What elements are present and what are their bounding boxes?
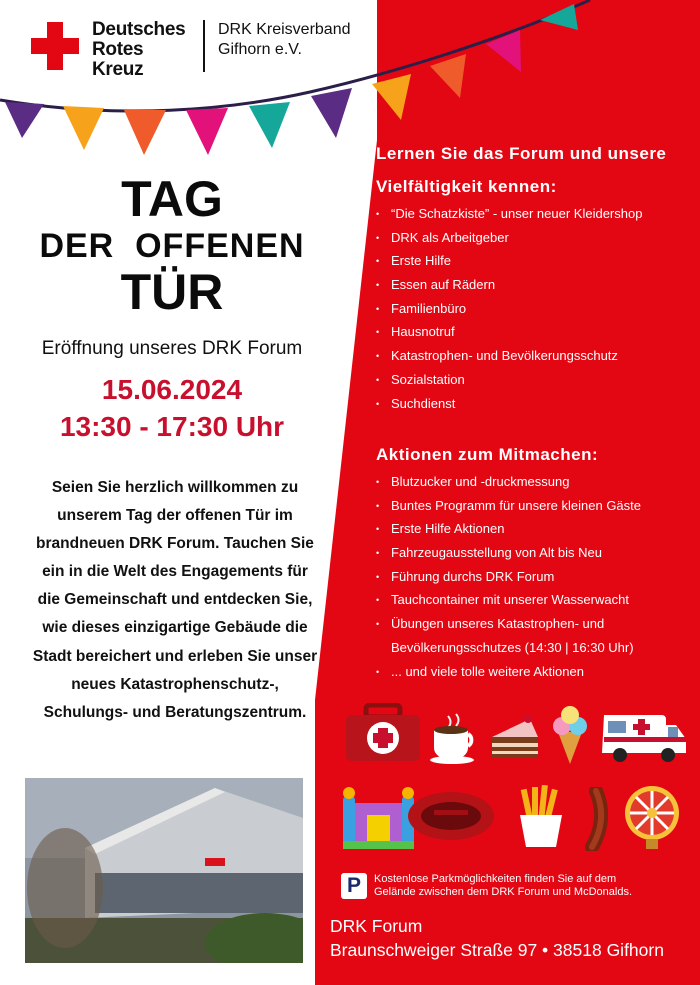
list-item-text: Essen auf Rädern xyxy=(391,277,496,293)
bullet: • xyxy=(376,303,380,314)
list-item-text: Tauchcontainer mit unserer Wasserwacht xyxy=(391,592,629,608)
section1-heading-line-2: Vielfältigkeit kennen: xyxy=(376,177,557,196)
bullet: • xyxy=(376,524,380,535)
list-item-text: Buntes Programm für unsere kleinen Gäste xyxy=(391,497,642,513)
red-cross-icon xyxy=(31,22,79,70)
rubber-boat-icon xyxy=(406,788,496,844)
list-item-text: ... und viele tolle weitere Aktionen xyxy=(391,663,584,679)
logo-divider xyxy=(203,20,205,72)
parking-letter: P xyxy=(346,874,361,897)
list-item xyxy=(376,636,641,660)
venue-name: DRK Forum xyxy=(330,916,423,936)
list-item-text: Erste Hilfe Aktionen xyxy=(391,521,505,537)
bullet: • xyxy=(376,548,380,559)
parking-icon xyxy=(341,873,367,899)
list-item xyxy=(376,565,641,589)
bouncy-castle-icon xyxy=(341,785,416,850)
list-item-text: Suchdienst xyxy=(391,395,456,411)
event-time: 13:30 - 17:30 Uhr xyxy=(59,411,285,442)
list-item-text: Hausnotruf xyxy=(391,324,455,340)
list-item-text: “Die Schatzkiste” - unser neuer Kleidershop xyxy=(391,206,643,221)
list-item-text: Bevölkerungsschutzes (14:30 | 16:30 Uhr) xyxy=(391,639,634,655)
list-item-text: DRK als Arbeitgeber xyxy=(391,229,509,245)
bullet: • xyxy=(376,232,380,243)
list-item xyxy=(376,470,641,494)
bullet: • xyxy=(376,666,380,677)
drk-logo-text xyxy=(92,20,185,80)
bullet: • xyxy=(376,398,380,409)
cake-icon xyxy=(490,711,542,761)
welcome-text: Seien Sie herzlich willkommen zu unserem Tag der offenen Tür im brandneuen DRK Forum. Tauchen Sie ein in die Welt des Engagements für die Gemeinschaft und entdecken Sie, wie dieses einzigartige Gebäude die Stadt bereichert und erleben Sie unser neues Katastrophenschutz-, Schulungs- und Beratungszentrum. xyxy=(32,479,318,721)
bullet: • xyxy=(376,327,380,338)
org-line-2: Gifhorn e.V. xyxy=(218,41,302,58)
list-item-text: Katastrophen- und Bevölkerungsschutz xyxy=(391,348,618,364)
event-subtitle: Eröffnung unseres DRK Forum xyxy=(41,338,303,359)
list-item xyxy=(376,226,642,250)
coffee-cup-icon xyxy=(428,712,482,764)
list-item xyxy=(376,368,642,392)
list-item xyxy=(376,392,642,416)
list-item-text: Übungen unseres Katastrophen- und xyxy=(391,616,605,632)
forum-features-list xyxy=(376,202,642,415)
list-item xyxy=(376,612,641,636)
list-item xyxy=(376,249,642,273)
bullet: • xyxy=(376,374,380,385)
list-item xyxy=(376,344,642,368)
parking-line-2: Gelände zwischen dem DRK Forum und McDonalds. xyxy=(374,886,633,898)
logo-line-1: Deutsches xyxy=(92,19,186,40)
list-item xyxy=(376,541,641,565)
list-item xyxy=(376,494,641,518)
bullet: • xyxy=(376,477,380,487)
list-item-text: Familienbüro xyxy=(391,300,467,316)
list-item-text: Erste Hilfe xyxy=(391,253,451,269)
org-line-1: DRK Kreisverband xyxy=(218,21,351,38)
list-item xyxy=(376,297,642,321)
first-aid-kit-icon xyxy=(344,703,422,763)
ambulance-icon xyxy=(598,707,688,763)
title-line-3: TÜR xyxy=(120,264,224,320)
parking-line-1: Kostenlose Parkmöglichkeiten finden Sie auf dem xyxy=(374,873,617,885)
venue-address: Braunschweiger Straße 97 • 38518 Gifhorn xyxy=(330,940,664,960)
bullet: • xyxy=(376,500,380,511)
list-item xyxy=(376,320,642,344)
bullet: • xyxy=(376,595,380,606)
title-line-2: DER OFFENEN xyxy=(39,227,305,265)
event-date: 15.06.2024 xyxy=(101,374,243,405)
bullet: • xyxy=(376,571,380,582)
french-fries-icon xyxy=(516,785,566,849)
list-item-text: Fahrzeugausstellung von Alt bis Neu xyxy=(391,545,603,561)
list-item-text: Blutzucker und -druckmessung xyxy=(391,474,570,489)
bullet: • xyxy=(376,280,380,291)
building-photo xyxy=(25,778,303,963)
logo-line-2: Rotes xyxy=(92,39,144,60)
bullet: • xyxy=(376,619,380,630)
bullet: • xyxy=(376,351,380,362)
list-item-text: Sozialstation xyxy=(391,371,465,387)
logo-line-3: Kreuz xyxy=(92,59,144,80)
list-item xyxy=(376,273,642,297)
activities-list xyxy=(376,470,641,683)
bullet: • xyxy=(376,256,380,267)
list-item xyxy=(376,588,641,612)
sausage-icon xyxy=(578,787,608,851)
list-item xyxy=(376,660,641,684)
list-item xyxy=(376,517,641,541)
section2-heading: Aktionen zum Mitmachen: xyxy=(376,445,599,464)
list-item-text: Führung durchs DRK Forum xyxy=(391,568,555,584)
section1-heading-line-1: Lernen Sie das Forum und unsere xyxy=(376,144,667,163)
bullet: • xyxy=(376,209,380,219)
list-item xyxy=(376,202,642,226)
ice-cream-icon xyxy=(548,704,592,766)
parking-info xyxy=(374,873,674,899)
org-name xyxy=(218,20,351,60)
title-line-1: TAG xyxy=(121,171,223,227)
wheel-of-fortune-icon xyxy=(622,783,682,851)
